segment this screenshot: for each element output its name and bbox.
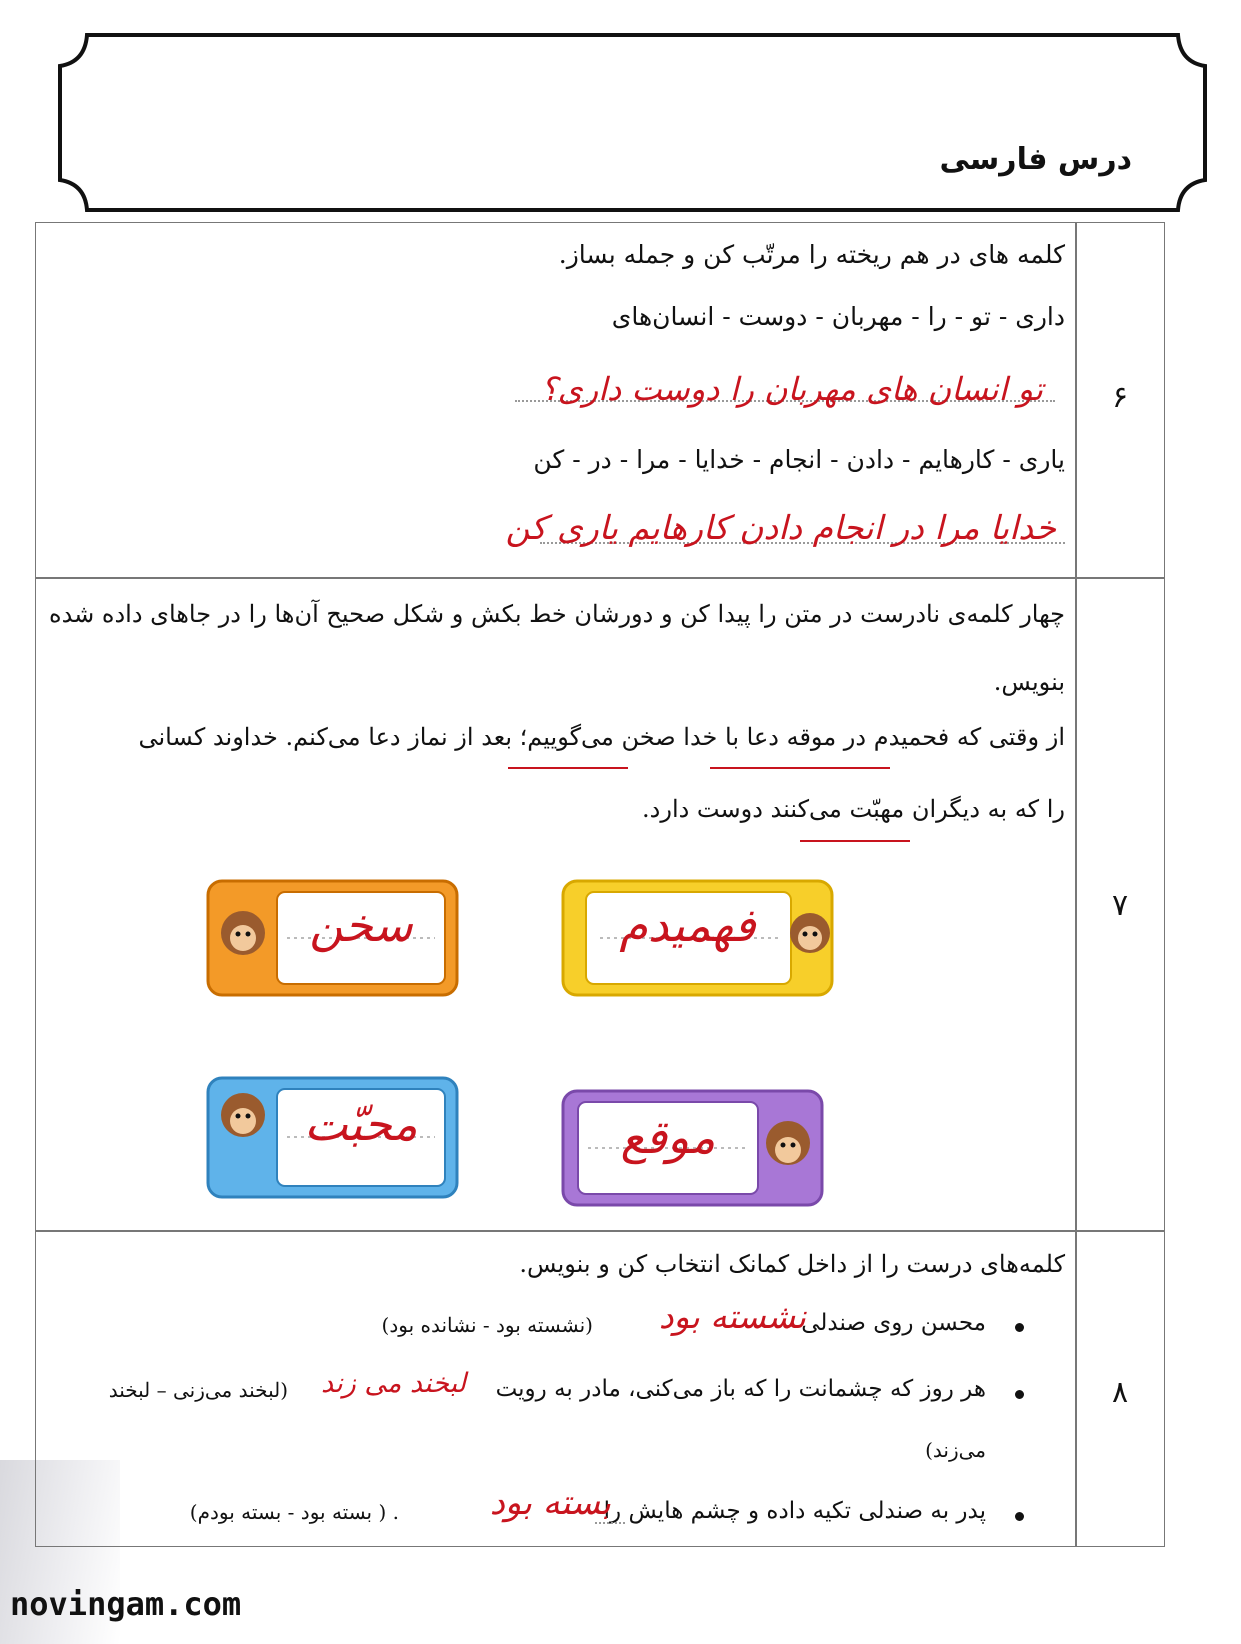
- q8-item3-options: . ( بسته بود - بسته بودم): [189, 1500, 399, 1524]
- question-number-8: ۸: [1111, 1375, 1129, 1410]
- bullet-3: [1015, 1512, 1024, 1521]
- q8-item1-answer: نشسته بود: [658, 1297, 806, 1336]
- header-frame: [55, 30, 1210, 215]
- bullet-2: [1015, 1390, 1024, 1399]
- q8-item1-text: محسن روی صندلی: [801, 1310, 986, 1336]
- q6-scramble-1: داری - تو - را - مهربان - دوست - انسان‌های: [611, 302, 1065, 331]
- word-card-1: [560, 878, 835, 1002]
- q7-mark-moghe: [710, 767, 800, 769]
- q8-item2-options: (لبخند می‌زنی – لبخند: [108, 1378, 288, 1402]
- q7-text-line-2: را که به دیگران مهبّت می‌کنند دوست دارد.: [642, 795, 1065, 823]
- number-column-divider: [1075, 222, 1077, 1547]
- card-word-3: موقع: [620, 1110, 716, 1164]
- q7-instruction-line-2: بنویس.: [993, 668, 1065, 696]
- card-word-4: محبّت: [304, 1097, 418, 1151]
- q8-item3-text: پدر به صندلی تکیه داده و چشم هایش را: [603, 1498, 986, 1524]
- word-card-3: [560, 1088, 825, 1212]
- q7-text-line-1: از وقتی که فحمیدم در موقه دعا با خدا صخن می‌گوییم؛ بعد از نماز دعا می‌کنم. خداوند کسانی: [138, 723, 1065, 751]
- site-watermark: novingam.com: [10, 1585, 242, 1623]
- q8-item3-answer: بسته بود: [489, 1483, 611, 1523]
- q8-instruction: کلمه‌های درست را از داخل کمانک انتخاب کن و بنویس.: [519, 1250, 1065, 1278]
- word-card-2: [205, 878, 460, 1002]
- q6-scramble-2: یاری - کارهایم - دادن - انجام - خدایا - مرا - در - کن: [533, 445, 1065, 474]
- word-card-4: [205, 1075, 460, 1204]
- q6-answer-1: تو انسان های مهربان را دوست داری؟: [540, 370, 1043, 408]
- row-divider-1: [35, 577, 1165, 579]
- q6-answer-2: خدایا مرا در انجام دادن کارهایم یاری کن: [505, 508, 1056, 547]
- question-number-7: ۷: [1111, 888, 1129, 923]
- q6-instruction: کلمه های در هم ریخته را مرتّب کن و جمله بساز.: [558, 240, 1065, 269]
- q7-mark-sokhan: [508, 767, 628, 769]
- q8-item2-options-cont: می‌زند): [925, 1438, 986, 1462]
- q8-item1-options: (نشسته بود - نشانده بود): [381, 1313, 593, 1337]
- q8-item2-text: هر روز که چشمانت را که باز می‌کنی، مادر به رویت: [495, 1376, 986, 1402]
- q7-mark-fahmidam: [800, 767, 890, 769]
- bullet-1: [1015, 1323, 1024, 1332]
- page-title: درس فارسی: [939, 142, 1132, 177]
- row-divider-2: [35, 1230, 1165, 1232]
- q7-mark-mohabbat: [800, 840, 910, 842]
- question-number-6: ۶: [1111, 380, 1129, 415]
- q8-item2-answer: لبخند می زند: [321, 1368, 466, 1399]
- header-border-shape: [55, 30, 1210, 215]
- card-word-2: سخن: [309, 898, 413, 952]
- card-word-1: فهمیدم: [619, 898, 756, 952]
- q7-instruction-line-1: چهار کلمه‌ی نادرست در متن را پیدا کن و دورشان خط بکش و شکل صحیح آن‌ها را در جاهای داده شده: [49, 600, 1065, 628]
